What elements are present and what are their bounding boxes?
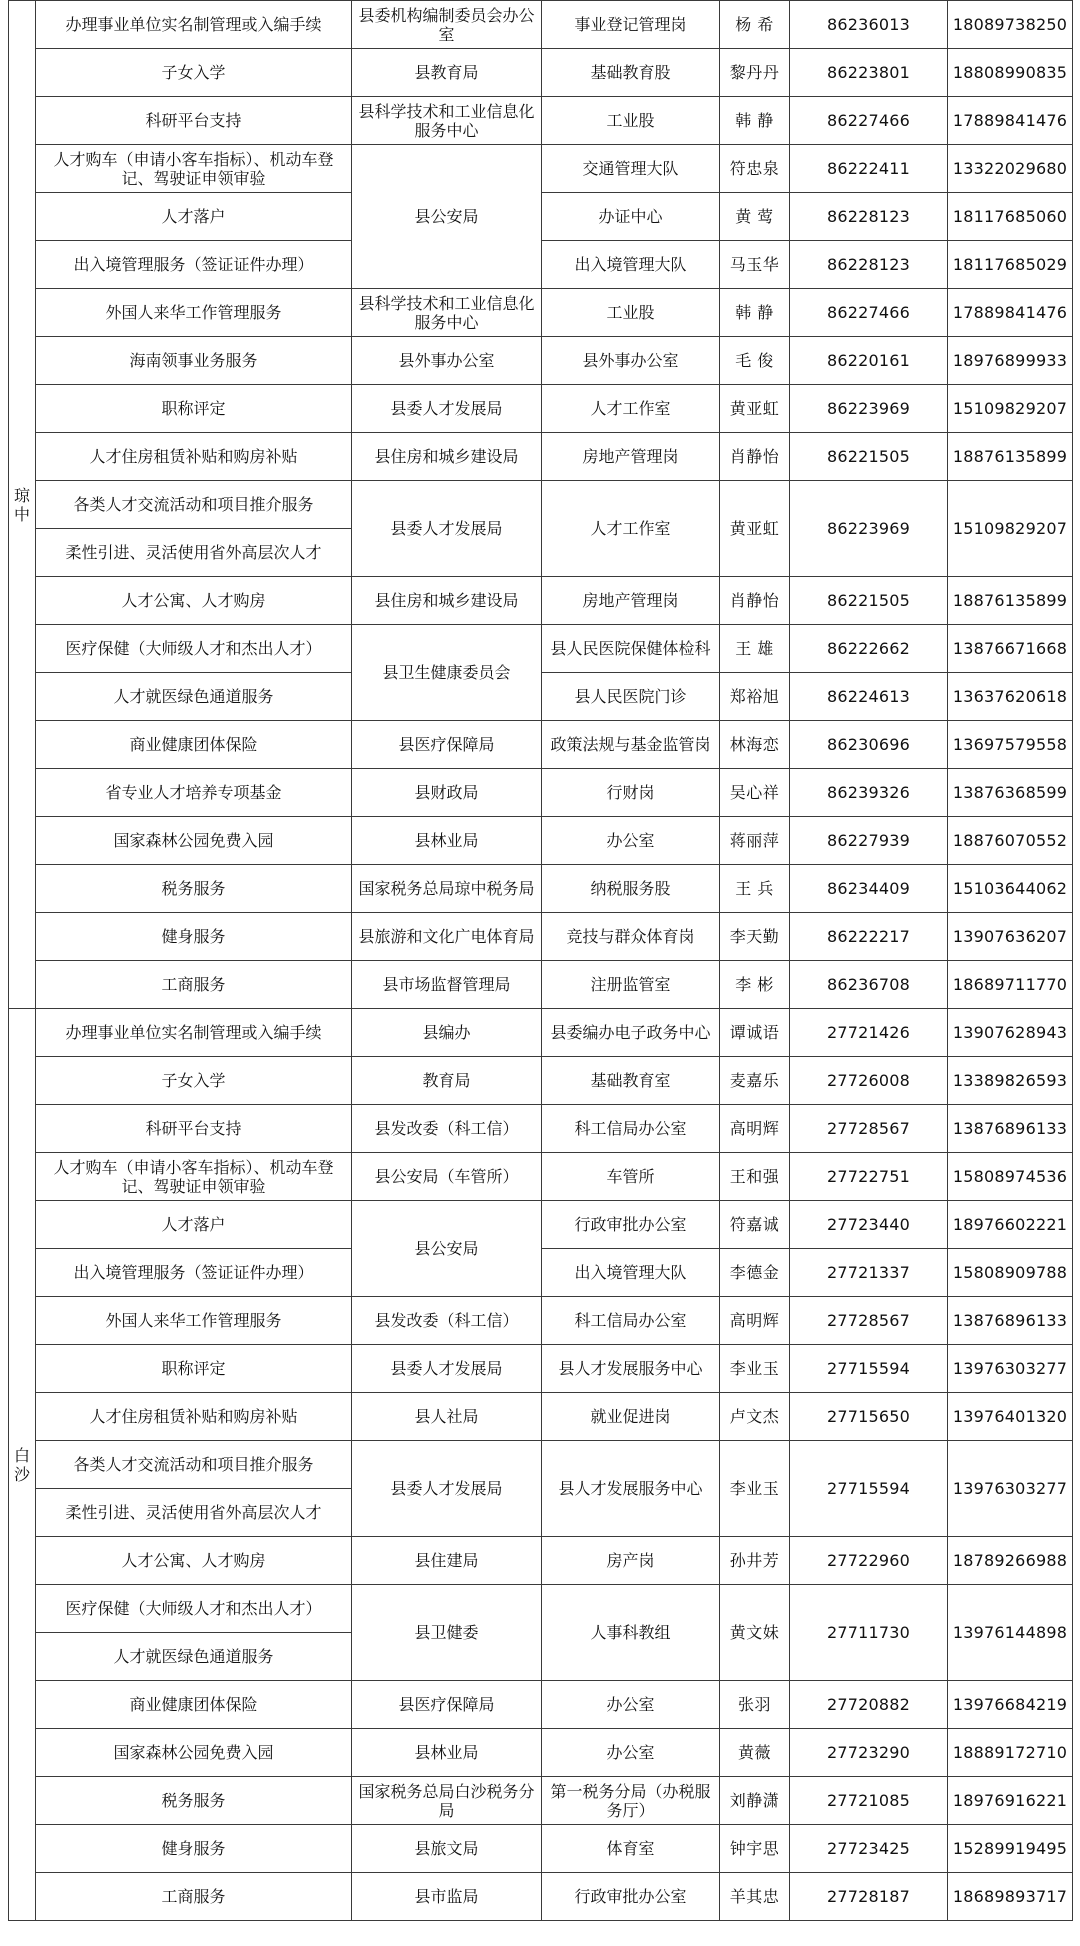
department-cell: 县卫健委 xyxy=(352,1585,542,1681)
service-cell: 工商服务 xyxy=(36,961,352,1009)
contact-cell: 韩 静 xyxy=(720,97,790,145)
service-cell: 外国人来华工作管理服务 xyxy=(36,1297,352,1345)
contact-cell: 李德金 xyxy=(720,1249,790,1297)
region-cell: 白沙 xyxy=(9,1009,36,1921)
talent-service-contact-table xyxy=(8,0,1073,1921)
unit-cell: 竞技与群众体育岗 xyxy=(542,913,720,961)
contact-cell: 李业玉 xyxy=(720,1441,790,1537)
service-cell: 人才就医绿色通道服务 xyxy=(36,1633,352,1681)
table-row xyxy=(9,1,1073,49)
mobile-cell: 18976916221 xyxy=(948,1777,1073,1825)
mobile-cell: 13976303277 xyxy=(948,1441,1073,1537)
unit-cell: 办证中心 xyxy=(542,193,720,241)
phone-cell: 27728567 xyxy=(790,1105,948,1153)
department-cell: 县发改委（科工信） xyxy=(352,1297,542,1345)
phone-cell: 27711730 xyxy=(790,1585,948,1681)
department-cell: 县外事办公室 xyxy=(352,337,542,385)
mobile-cell: 18689711770 xyxy=(948,961,1073,1009)
service-cell: 各类人才交流活动和项目推介服务 xyxy=(36,1441,352,1489)
phone-cell: 86224613 xyxy=(790,673,948,721)
table-row xyxy=(9,1873,1073,1921)
service-cell: 人才住房租赁补贴和购房补贴 xyxy=(36,433,352,481)
unit-cell: 人事科教组 xyxy=(542,1585,720,1681)
department-cell: 县委机构编制委员会办公室 xyxy=(352,1,542,49)
phone-cell: 27721337 xyxy=(790,1249,948,1297)
service-cell: 医疗保健（大师级人才和杰出人才） xyxy=(36,625,352,673)
table-row xyxy=(9,1393,1073,1441)
department-cell: 县委人才发展局 xyxy=(352,1441,542,1537)
service-cell: 柔性引进、灵活使用省外高层次人才 xyxy=(36,1489,352,1537)
phone-cell: 86227466 xyxy=(790,97,948,145)
mobile-cell: 18689893717 xyxy=(948,1873,1073,1921)
mobile-cell: 13389826593 xyxy=(948,1057,1073,1105)
phone-cell: 86228123 xyxy=(790,241,948,289)
department-cell: 县旅文局 xyxy=(352,1825,542,1873)
contact-cell: 黄亚虹 xyxy=(720,385,790,433)
unit-cell: 行政审批办公室 xyxy=(542,1201,720,1249)
service-cell: 科研平台支持 xyxy=(36,97,352,145)
service-cell: 人才落户 xyxy=(36,193,352,241)
contact-cell: 王 兵 xyxy=(720,865,790,913)
mobile-cell: 13876671668 xyxy=(948,625,1073,673)
mobile-cell: 18117685029 xyxy=(948,241,1073,289)
table-row xyxy=(9,625,1073,673)
table-row xyxy=(9,721,1073,769)
service-cell: 健身服务 xyxy=(36,1825,352,1873)
department-cell: 县委人才发展局 xyxy=(352,481,542,577)
department-cell: 县编办 xyxy=(352,1009,542,1057)
service-cell: 健身服务 xyxy=(36,913,352,961)
unit-cell: 出入境管理大队 xyxy=(542,1249,720,1297)
service-cell: 子女入学 xyxy=(36,49,352,97)
phone-cell: 27726008 xyxy=(790,1057,948,1105)
service-cell: 商业健康团体保险 xyxy=(36,721,352,769)
mobile-cell: 13907628943 xyxy=(948,1009,1073,1057)
unit-cell: 县人民医院门诊 xyxy=(542,673,720,721)
mobile-cell: 13876896133 xyxy=(948,1105,1073,1153)
unit-cell: 人才工作室 xyxy=(542,385,720,433)
department-cell: 县科学技术和工业信息化服务中心 xyxy=(352,97,542,145)
unit-cell: 基础教育股 xyxy=(542,49,720,97)
department-cell: 县人社局 xyxy=(352,1393,542,1441)
department-cell: 教育局 xyxy=(352,1057,542,1105)
mobile-cell: 17889841476 xyxy=(948,97,1073,145)
mobile-cell: 15808974536 xyxy=(948,1153,1073,1201)
unit-cell: 政策法规与基金监管岗 xyxy=(542,721,720,769)
department-cell: 县住建局 xyxy=(352,1537,542,1585)
phone-cell: 86236708 xyxy=(790,961,948,1009)
contact-cell: 肖静怡 xyxy=(720,577,790,625)
department-cell: 国家税务总局白沙税务分局 xyxy=(352,1777,542,1825)
table-row xyxy=(9,913,1073,961)
mobile-cell: 13976303277 xyxy=(948,1345,1073,1393)
region-cell: 琼中 xyxy=(9,1,36,1009)
service-cell: 子女入学 xyxy=(36,1057,352,1105)
department-cell: 县林业局 xyxy=(352,1729,542,1777)
mobile-cell: 13876896133 xyxy=(948,1297,1073,1345)
service-cell: 办理事业单位实名制管理或入编手续 xyxy=(36,1,352,49)
service-cell: 人才公寓、人才购房 xyxy=(36,1537,352,1585)
unit-cell: 房地产管理岗 xyxy=(542,577,720,625)
table-row xyxy=(9,1057,1073,1105)
department-cell: 县科学技术和工业信息化服务中心 xyxy=(352,289,542,337)
contact-cell: 刘静潇 xyxy=(720,1777,790,1825)
phone-cell: 27721085 xyxy=(790,1777,948,1825)
contact-cell: 高明辉 xyxy=(720,1105,790,1153)
mobile-cell: 13697579558 xyxy=(948,721,1073,769)
contact-cell: 黄 莺 xyxy=(720,193,790,241)
unit-cell: 交通管理大队 xyxy=(542,145,720,193)
unit-cell: 县委编办电子政务中心 xyxy=(542,1009,720,1057)
table-row xyxy=(9,817,1073,865)
mobile-cell: 18117685060 xyxy=(948,193,1073,241)
department-cell: 国家税务总局琼中税务局 xyxy=(352,865,542,913)
table-row xyxy=(9,1009,1073,1057)
unit-cell: 体育室 xyxy=(542,1825,720,1873)
phone-cell: 86222662 xyxy=(790,625,948,673)
service-cell: 办理事业单位实名制管理或入编手续 xyxy=(36,1009,352,1057)
phone-cell: 27720882 xyxy=(790,1681,948,1729)
service-cell: 各类人才交流活动和项目推介服务 xyxy=(36,481,352,529)
department-cell: 县委人才发展局 xyxy=(352,385,542,433)
contact-cell: 韩 静 xyxy=(720,289,790,337)
contact-cell: 李天勤 xyxy=(720,913,790,961)
phone-cell: 27728187 xyxy=(790,1873,948,1921)
department-cell: 县公安局 xyxy=(352,145,542,289)
service-cell: 国家森林公园免费入园 xyxy=(36,817,352,865)
contact-cell: 马玉华 xyxy=(720,241,790,289)
service-cell: 人才落户 xyxy=(36,1201,352,1249)
phone-cell: 86222411 xyxy=(790,145,948,193)
department-cell: 县公安局 xyxy=(352,1201,542,1297)
phone-cell: 86221505 xyxy=(790,577,948,625)
mobile-cell: 18876070552 xyxy=(948,817,1073,865)
mobile-cell: 15808909788 xyxy=(948,1249,1073,1297)
contact-cell: 张羽 xyxy=(720,1681,790,1729)
table-row xyxy=(9,769,1073,817)
phone-cell: 86222217 xyxy=(790,913,948,961)
service-cell: 海南领事业务服务 xyxy=(36,337,352,385)
unit-cell: 第一税务分局（办税服务厅） xyxy=(542,1777,720,1825)
unit-cell: 人才工作室 xyxy=(542,481,720,577)
unit-cell: 纳税服务股 xyxy=(542,865,720,913)
contact-cell: 孙井芳 xyxy=(720,1537,790,1585)
table-row xyxy=(9,1153,1073,1201)
service-cell: 人才就医绿色通道服务 xyxy=(36,673,352,721)
mobile-cell: 13322029680 xyxy=(948,145,1073,193)
service-cell: 人才公寓、人才购房 xyxy=(36,577,352,625)
service-cell: 出入境管理服务（签证证件办理） xyxy=(36,241,352,289)
contact-cell: 林海恋 xyxy=(720,721,790,769)
table-row xyxy=(9,1105,1073,1153)
mobile-cell: 18976602221 xyxy=(948,1201,1073,1249)
mobile-cell: 13976401320 xyxy=(948,1393,1073,1441)
service-cell: 职称评定 xyxy=(36,1345,352,1393)
service-cell: 医疗保健（大师级人才和杰出人才） xyxy=(36,1585,352,1633)
phone-cell: 27715594 xyxy=(790,1345,948,1393)
phone-cell: 86227939 xyxy=(790,817,948,865)
service-cell: 人才购车（申请小客车指标）、机动车登记、驾驶证申领审验 xyxy=(36,1153,352,1201)
unit-cell: 工业股 xyxy=(542,289,720,337)
mobile-cell: 18089738250 xyxy=(948,1,1073,49)
phone-cell: 86221505 xyxy=(790,433,948,481)
service-cell: 出入境管理服务（签证证件办理） xyxy=(36,1249,352,1297)
table-row xyxy=(9,1585,1073,1633)
department-cell: 县林业局 xyxy=(352,817,542,865)
phone-cell: 27722751 xyxy=(790,1153,948,1201)
phone-cell: 27728567 xyxy=(790,1297,948,1345)
phone-cell: 27723440 xyxy=(790,1201,948,1249)
unit-cell: 科工信局办公室 xyxy=(542,1297,720,1345)
mobile-cell: 18976899933 xyxy=(948,337,1073,385)
table-row xyxy=(9,481,1073,529)
table-row xyxy=(9,289,1073,337)
mobile-cell: 15103644062 xyxy=(948,865,1073,913)
phone-cell: 86223801 xyxy=(790,49,948,97)
department-cell: 县医疗保障局 xyxy=(352,1681,542,1729)
table-row xyxy=(9,1825,1073,1873)
unit-cell: 县人民医院保健体检科 xyxy=(542,625,720,673)
table-row xyxy=(9,433,1073,481)
table-row xyxy=(9,145,1073,193)
service-cell: 商业健康团体保险 xyxy=(36,1681,352,1729)
unit-cell: 工业股 xyxy=(542,97,720,145)
service-cell: 职称评定 xyxy=(36,385,352,433)
contact-cell: 钟宇思 xyxy=(720,1825,790,1873)
contact-cell: 吴心祥 xyxy=(720,769,790,817)
department-cell: 县旅游和文化广电体育局 xyxy=(352,913,542,961)
unit-cell: 县外事办公室 xyxy=(542,337,720,385)
mobile-cell: 18876135899 xyxy=(948,577,1073,625)
contact-cell: 麦嘉乐 xyxy=(720,1057,790,1105)
unit-cell: 出入境管理大队 xyxy=(542,241,720,289)
department-cell: 县市监局 xyxy=(352,1873,542,1921)
contact-cell: 卢文杰 xyxy=(720,1393,790,1441)
contact-cell: 肖静怡 xyxy=(720,433,790,481)
table-row xyxy=(9,1681,1073,1729)
table-row xyxy=(9,1441,1073,1489)
phone-cell: 27722960 xyxy=(790,1537,948,1585)
mobile-cell: 18808990835 xyxy=(948,49,1073,97)
department-cell: 县教育局 xyxy=(352,49,542,97)
phone-cell: 27721426 xyxy=(790,1009,948,1057)
phone-cell: 86234409 xyxy=(790,865,948,913)
phone-cell: 86228123 xyxy=(790,193,948,241)
service-cell: 人才住房租赁补贴和购房补贴 xyxy=(36,1393,352,1441)
contact-cell: 符忠泉 xyxy=(720,145,790,193)
contact-cell: 蒋丽萍 xyxy=(720,817,790,865)
department-cell: 县医疗保障局 xyxy=(352,721,542,769)
department-cell: 县住房和城乡建设局 xyxy=(352,577,542,625)
service-cell: 人才购车（申请小客车指标）、机动车登记、驾驶证申领审验 xyxy=(36,145,352,193)
service-cell: 国家森林公园免费入园 xyxy=(36,1729,352,1777)
contact-cell: 羊其忠 xyxy=(720,1873,790,1921)
unit-cell: 科工信局办公室 xyxy=(542,1105,720,1153)
contact-cell: 杨 希 xyxy=(720,1,790,49)
service-cell: 工商服务 xyxy=(36,1873,352,1921)
mobile-cell: 18789266988 xyxy=(948,1537,1073,1585)
contact-cell: 王和强 xyxy=(720,1153,790,1201)
unit-cell: 房产岗 xyxy=(542,1537,720,1585)
phone-cell: 86223969 xyxy=(790,385,948,433)
unit-cell: 行政审批办公室 xyxy=(542,1873,720,1921)
phone-cell: 86227466 xyxy=(790,289,948,337)
contact-cell: 王 雄 xyxy=(720,625,790,673)
table-row xyxy=(9,1297,1073,1345)
department-cell: 县公安局（车管所） xyxy=(352,1153,542,1201)
service-cell: 省专业人才培养专项基金 xyxy=(36,769,352,817)
contact-cell: 郑裕旭 xyxy=(720,673,790,721)
contact-cell: 高明辉 xyxy=(720,1297,790,1345)
department-cell: 县发改委（科工信） xyxy=(352,1105,542,1153)
mobile-cell: 13907636207 xyxy=(948,913,1073,961)
department-cell: 县财政局 xyxy=(352,769,542,817)
table-row xyxy=(9,577,1073,625)
unit-cell: 办公室 xyxy=(542,1729,720,1777)
table-row xyxy=(9,337,1073,385)
table-row xyxy=(9,1729,1073,1777)
unit-cell: 办公室 xyxy=(542,1681,720,1729)
department-cell: 县住房和城乡建设局 xyxy=(352,433,542,481)
phone-cell: 86230696 xyxy=(790,721,948,769)
contact-cell: 黄薇 xyxy=(720,1729,790,1777)
table-row xyxy=(9,1537,1073,1585)
table-row xyxy=(9,49,1073,97)
contact-cell: 毛 俊 xyxy=(720,337,790,385)
unit-cell: 县人才发展服务中心 xyxy=(542,1441,720,1537)
phone-cell: 86236013 xyxy=(790,1,948,49)
mobile-cell: 15109829207 xyxy=(948,385,1073,433)
unit-cell: 基础教育室 xyxy=(542,1057,720,1105)
phone-cell: 27723425 xyxy=(790,1825,948,1873)
contact-cell: 黎丹丹 xyxy=(720,49,790,97)
unit-cell: 车管所 xyxy=(542,1153,720,1201)
contact-cell: 符嘉诚 xyxy=(720,1201,790,1249)
phone-cell: 27723290 xyxy=(790,1729,948,1777)
contact-cell: 黄文妹 xyxy=(720,1585,790,1681)
mobile-cell: 13637620618 xyxy=(948,673,1073,721)
mobile-cell: 13976684219 xyxy=(948,1681,1073,1729)
mobile-cell: 15289919495 xyxy=(948,1825,1073,1873)
service-cell: 税务服务 xyxy=(36,1777,352,1825)
phone-cell: 86239326 xyxy=(790,769,948,817)
service-cell: 税务服务 xyxy=(36,865,352,913)
table-row xyxy=(9,1345,1073,1393)
mobile-cell: 13876368599 xyxy=(948,769,1073,817)
table-row xyxy=(9,961,1073,1009)
department-cell: 县委人才发展局 xyxy=(352,1345,542,1393)
contact-cell: 李业玉 xyxy=(720,1345,790,1393)
phone-cell: 86220161 xyxy=(790,337,948,385)
table-row xyxy=(9,865,1073,913)
phone-cell: 86223969 xyxy=(790,481,948,577)
contact-cell: 李 彬 xyxy=(720,961,790,1009)
mobile-cell: 18876135899 xyxy=(948,433,1073,481)
unit-cell: 就业促进岗 xyxy=(542,1393,720,1441)
table-row xyxy=(9,1201,1073,1249)
mobile-cell: 17889841476 xyxy=(948,289,1073,337)
unit-cell: 县人才发展服务中心 xyxy=(542,1345,720,1393)
mobile-cell: 18889172710 xyxy=(948,1729,1073,1777)
unit-cell: 事业登记管理岗 xyxy=(542,1,720,49)
contact-cell: 谭诚语 xyxy=(720,1009,790,1057)
table-row xyxy=(9,1777,1073,1825)
unit-cell: 房地产管理岗 xyxy=(542,433,720,481)
service-cell: 科研平台支持 xyxy=(36,1105,352,1153)
unit-cell: 行财岗 xyxy=(542,769,720,817)
table-row xyxy=(9,385,1073,433)
phone-cell: 27715594 xyxy=(790,1441,948,1537)
phone-cell: 27715650 xyxy=(790,1393,948,1441)
service-cell: 外国人来华工作管理服务 xyxy=(36,289,352,337)
mobile-cell: 13976144898 xyxy=(948,1585,1073,1681)
unit-cell: 办公室 xyxy=(542,817,720,865)
department-cell: 县市场监督管理局 xyxy=(352,961,542,1009)
unit-cell: 注册监管室 xyxy=(542,961,720,1009)
service-cell: 柔性引进、灵活使用省外高层次人才 xyxy=(36,529,352,577)
department-cell: 县卫生健康委员会 xyxy=(352,625,542,721)
table-row xyxy=(9,97,1073,145)
mobile-cell: 15109829207 xyxy=(948,481,1073,577)
contact-cell: 黄亚虹 xyxy=(720,481,790,577)
